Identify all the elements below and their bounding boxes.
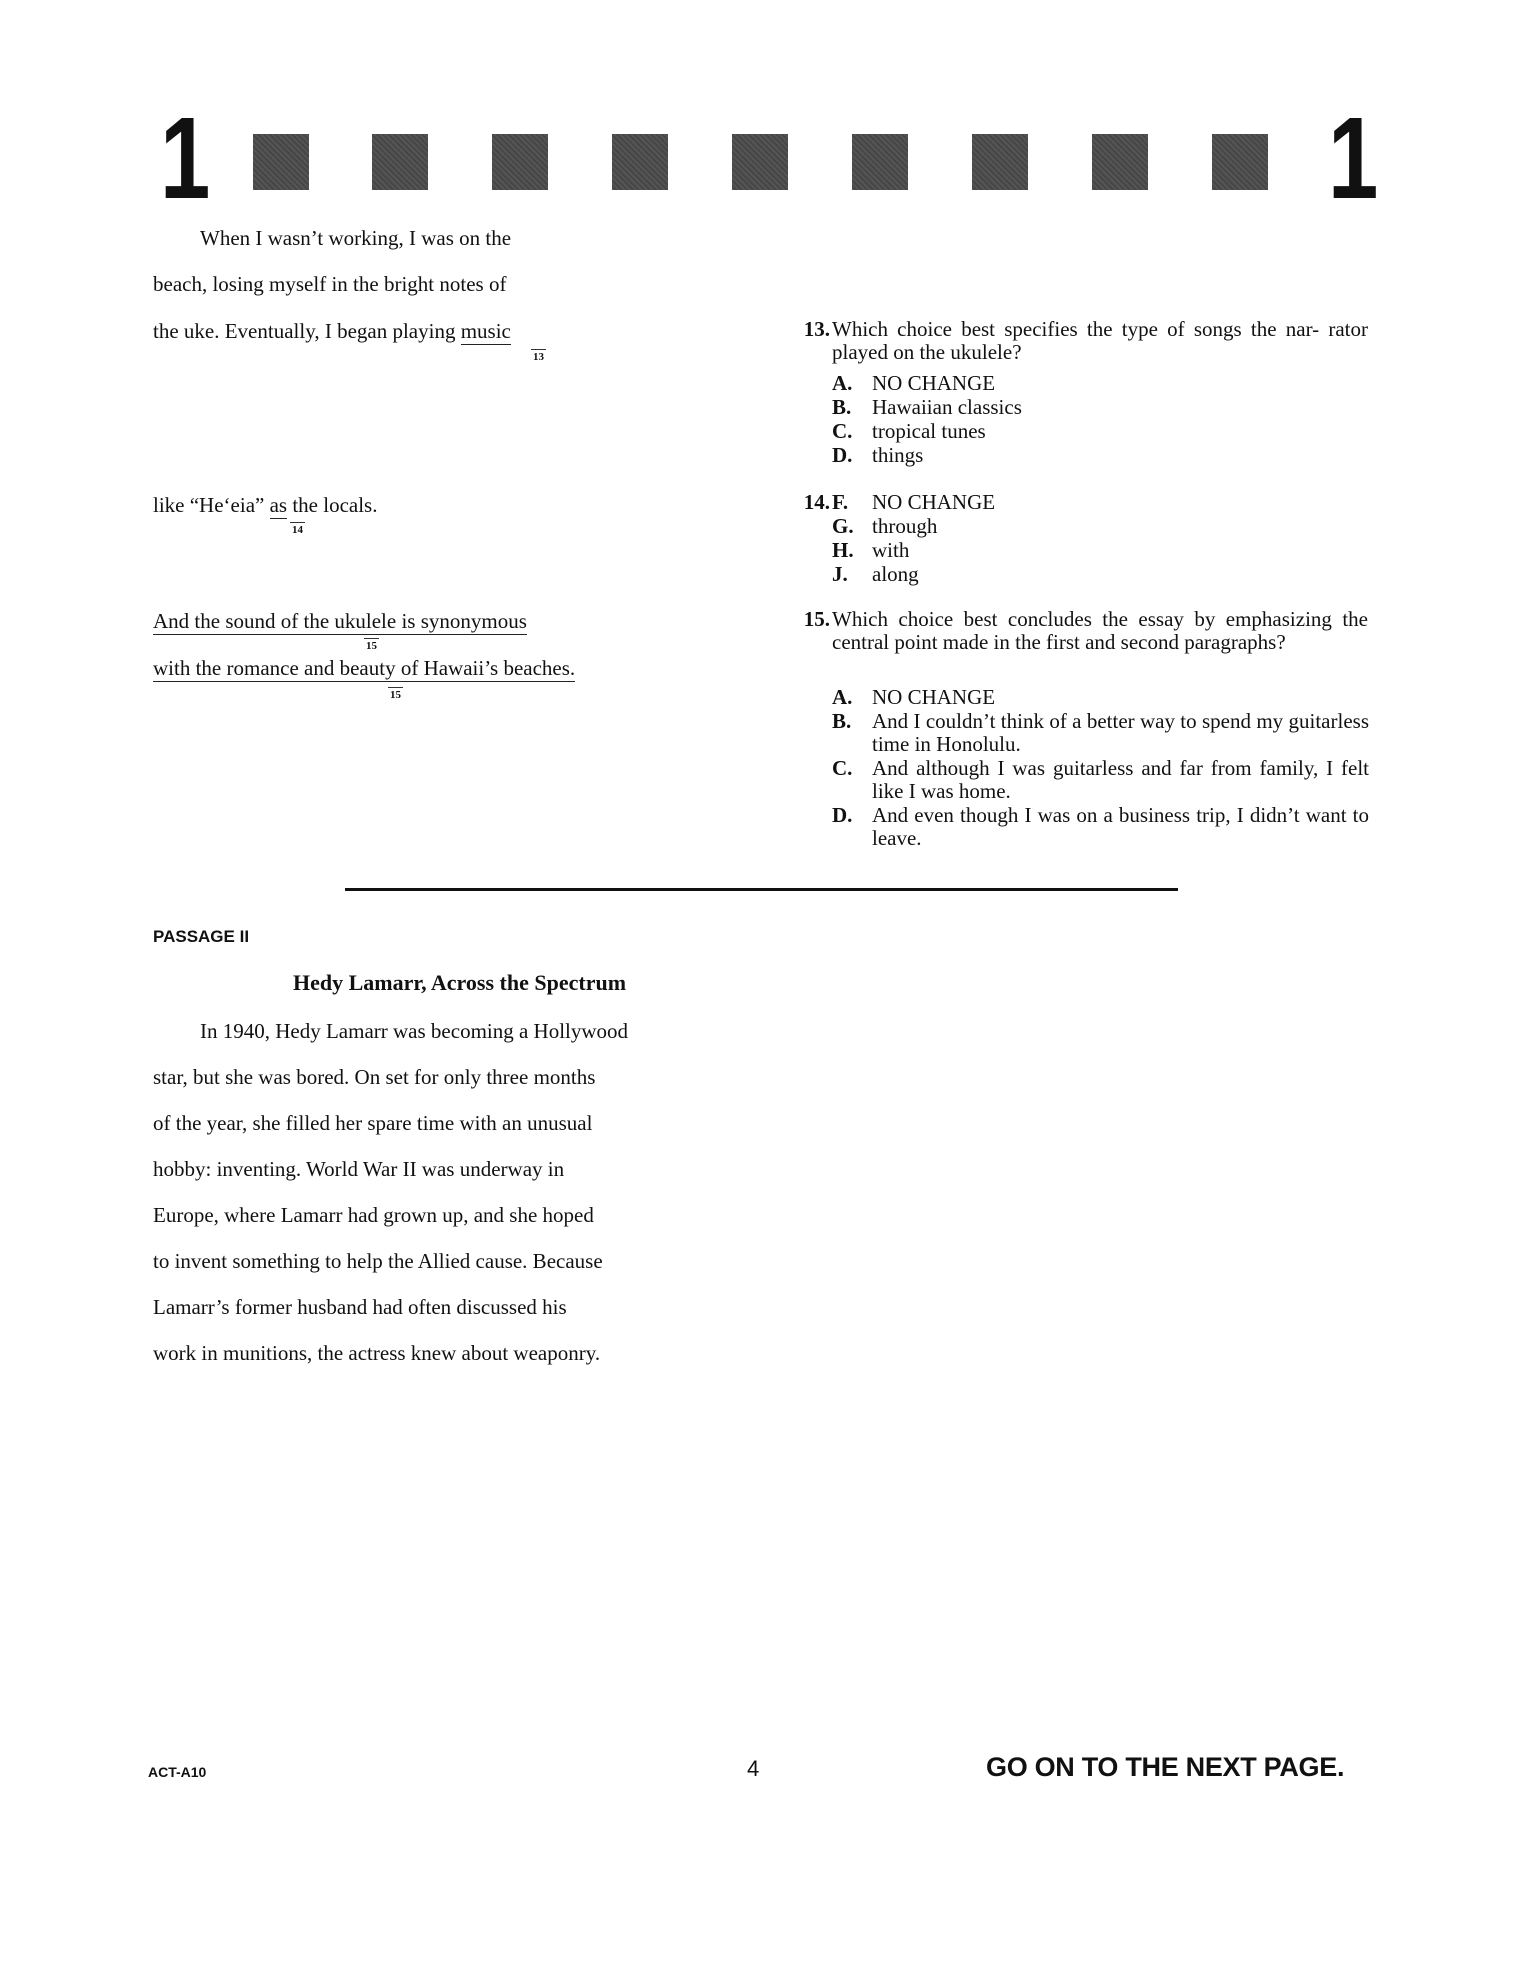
passage-line: work in munitions, the actress knew about weaponry. (153, 1341, 601, 1365)
next-page-instruction: GO ON TO THE NEXT PAGE. (986, 1752, 1345, 1782)
band-square (732, 134, 788, 190)
passage-line: When I wasn’t working, I was on the (200, 226, 512, 250)
band-square (492, 134, 548, 190)
band-square (972, 134, 1028, 190)
passage-line: In 1940, Hedy Lamarr was becoming a Hollywood (200, 1019, 629, 1043)
answer-option[interactable]: C. tropical tunes (832, 419, 986, 443)
underlined-portion-13[interactable]: music (460, 319, 511, 343)
band-square (1092, 134, 1148, 190)
passage-text: like “He‘eia” (153, 493, 270, 517)
passage-divider (345, 888, 1178, 891)
underlined-portion-15[interactable]: with the romance and beauty of Hawaii’s beaches. (153, 656, 576, 680)
question-stem: Which choice best concludes the essay by emphasizing the central point made in the first and second paragraphs? (832, 607, 1368, 654)
question-reference-15: 15 (390, 689, 401, 701)
band-square (253, 134, 309, 190)
passage-line: of the year, she filled her spare time with an unusual (153, 1111, 593, 1135)
answer-option[interactable]: A. NO CHANGE (832, 371, 996, 395)
answer-option[interactable]: H. with (832, 538, 910, 562)
answer-option[interactable]: G. through (832, 514, 938, 538)
form-code: ACT-A10 (148, 1764, 207, 1780)
question-number: 13. (803, 317, 830, 341)
passage-line: Europe, where Lamarr had grown up, and she hoped (153, 1203, 594, 1227)
question-reference-15: 15 (366, 640, 377, 652)
passage-line: Lamarr’s former husband had often discussed his (153, 1295, 567, 1319)
passage-line: star, but she was bored. On set for only three months (153, 1065, 596, 1089)
answer-option[interactable]: F. NO CHANGE (832, 490, 996, 514)
question-stem: Which choice best specifies the type of songs the nar- rator played on the ukulele? (832, 317, 1368, 364)
question-number: 15. (803, 607, 830, 631)
passage-label: PASSAGE II (153, 927, 250, 946)
passage-line (153, 491, 377, 519)
passage-title: Hedy Lamarr, Across the Spectrum (293, 970, 627, 995)
answer-option[interactable]: B. Hawaiian classics (832, 395, 1022, 419)
underlined-portion-15[interactable]: And the sound of the ukulele is synonymous (153, 609, 527, 633)
question-reference-13: 13 (533, 351, 544, 363)
question-reference-14: 14 (292, 524, 303, 536)
section-number-left: 1 (160, 93, 211, 223)
passage-line: hobby: inventing. World War II was underway in (153, 1157, 565, 1181)
passage-text: the locals. (287, 493, 378, 517)
answer-option[interactable]: J. along (832, 562, 919, 586)
page-number: 4 (747, 1756, 760, 1781)
underlined-portion-14[interactable]: as (269, 493, 288, 517)
passage-line: to invent something to help the Allied cause. Because (153, 1249, 603, 1273)
passage-text: the uke. Eventually, I began playing (153, 319, 461, 343)
band-square (612, 134, 668, 190)
section-number-right: 1 (1328, 93, 1379, 223)
passage-line (153, 607, 527, 635)
answer-option[interactable]: D. things (832, 443, 924, 467)
passage-line (153, 317, 511, 345)
question-number: 14. (803, 490, 830, 514)
band-square (1212, 134, 1268, 190)
band-square (372, 134, 428, 190)
passage-line (153, 654, 575, 682)
band-square (852, 134, 908, 190)
passage-line: beach, losing myself in the bright notes of (153, 272, 507, 296)
answer-option[interactable]: A. NO CHANGE (832, 685, 996, 709)
